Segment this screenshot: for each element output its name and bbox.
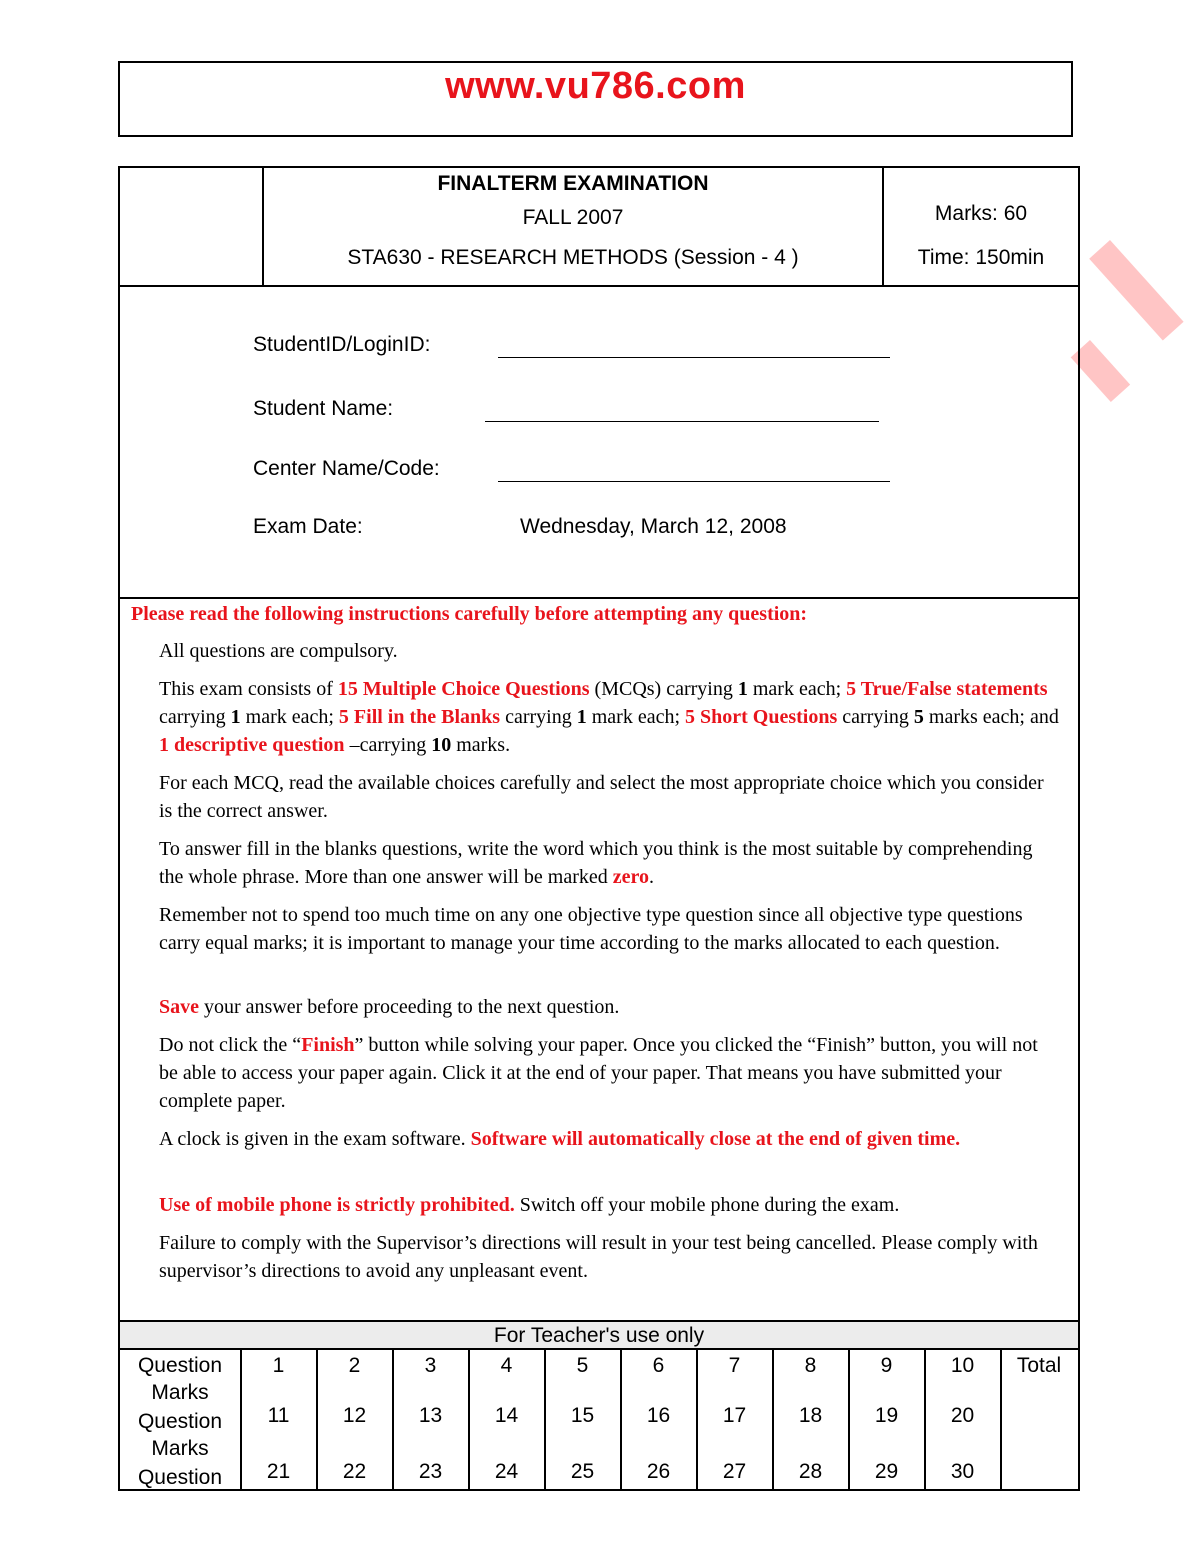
text: –carrying xyxy=(344,734,432,756)
text: To answer fill in the blanks questions, write the word which you think is the most suitable by comprehending the whole phrase. More than one answer will be marked xyxy=(159,838,1033,888)
text: carrying xyxy=(500,706,577,728)
question-number-cell: 11 xyxy=(267,1404,290,1427)
text: marks each; and xyxy=(923,706,1059,728)
exam-date-label: Exam Date: xyxy=(253,515,363,538)
highlight: Use of mobile phone is strictly prohibited. xyxy=(159,1194,515,1216)
number: 1 xyxy=(576,706,587,728)
instruction-item xyxy=(159,1031,1059,1115)
question-number-cell: 10 xyxy=(950,1354,975,1377)
highlight: 15 Multiple Choice Questions xyxy=(337,678,590,700)
question-number-cell: 1 xyxy=(272,1354,285,1377)
question-number-cell: 3 xyxy=(424,1354,437,1377)
highlight: 1 descriptive question xyxy=(159,734,345,756)
row-label: Question xyxy=(137,1410,223,1433)
teacher-table-caption: For Teacher's use only xyxy=(120,1322,1078,1350)
exam-cover-sheet xyxy=(118,166,1080,1491)
question-number-cell: 25 xyxy=(570,1460,595,1483)
row-label: Question xyxy=(137,1354,223,1377)
center-field[interactable] xyxy=(498,481,890,482)
instruction-item xyxy=(159,1125,1059,1153)
row-label: Marks xyxy=(151,1437,209,1460)
student-name-field[interactable] xyxy=(485,421,879,422)
text: carrying xyxy=(159,706,231,728)
question-number-cell: 13 xyxy=(418,1404,443,1427)
highlight: 5 True/False statements xyxy=(846,678,1048,700)
instruction-item: Failure to comply with the Supervisor’s directions will result in your test being cancelled. Please comply with supervisor’s directions to avoid any unpleasant event. xyxy=(159,1232,1038,1282)
text: . xyxy=(649,866,655,888)
question-number-cell: 16 xyxy=(646,1404,671,1427)
number: 10 xyxy=(431,734,452,756)
question-number-cell: 24 xyxy=(494,1460,519,1483)
highlight: 5 Fill in the Blanks xyxy=(338,706,501,728)
instruction-item xyxy=(159,675,1059,759)
text: This exam consists of xyxy=(159,678,338,700)
center-label: Center Name/Code: xyxy=(253,457,440,480)
marks-cell xyxy=(884,168,1078,285)
course-name: STA630 - RESEARCH METHODS (Session - 4 ) xyxy=(347,246,799,269)
question-number-cell: 15 xyxy=(570,1404,595,1427)
question-number-cell: 26 xyxy=(646,1460,671,1483)
question-number-cell: 4 xyxy=(500,1354,513,1377)
instruction-item: For each MCQ, read the available choices carefully and select the most appropriate choice which you consider is the correct answer. xyxy=(159,772,1044,822)
logo-cell xyxy=(120,168,264,285)
exam-header xyxy=(120,168,1078,287)
text: mark each; xyxy=(240,706,339,728)
text: A clock is given in the exam software. xyxy=(159,1128,471,1150)
number: 5 xyxy=(913,706,924,728)
question-number-cell: 9 xyxy=(880,1354,893,1377)
time-limit: Time: 150min xyxy=(917,246,1045,269)
question-number-cell: 5 xyxy=(576,1354,589,1377)
question-number-cell: 8 xyxy=(804,1354,817,1377)
question-number-cell: 30 xyxy=(950,1460,975,1483)
student-name-label: Student Name: xyxy=(253,397,394,420)
exam-title: FINALTERM EXAMINATION xyxy=(437,172,709,195)
row-label: Question xyxy=(137,1466,223,1489)
text: Do not click the “ xyxy=(159,1034,302,1056)
highlight: Finish xyxy=(301,1034,355,1056)
student-id-field[interactable] xyxy=(498,357,890,358)
question-number-cell: 29 xyxy=(874,1460,899,1483)
highlight: zero xyxy=(612,866,650,888)
question-number-cell: 18 xyxy=(798,1404,823,1427)
title-cell xyxy=(264,168,884,285)
instruction-item: Remember not to spend too much time on any one objective type question since all objective type questions carry equal marks; it is important to manage your time according to the marks allocated to each question. xyxy=(159,904,1023,954)
question-number-cell: 27 xyxy=(722,1460,747,1483)
text: carrying xyxy=(837,706,914,728)
instructions xyxy=(120,599,1078,1319)
teacher-table xyxy=(120,1320,1078,1491)
total-marks: Marks: 60 xyxy=(934,202,1028,225)
instruction-item xyxy=(159,993,1059,1021)
highlight: 5 Short Questions xyxy=(685,706,838,728)
question-number-cell: 6 xyxy=(652,1354,665,1377)
question-number-cell: 20 xyxy=(950,1404,975,1427)
student-id-label: StudentID/LoginID: xyxy=(253,333,431,356)
question-number-cell: 19 xyxy=(874,1404,899,1427)
row-label: Marks xyxy=(151,1381,209,1404)
highlight: Save xyxy=(159,996,199,1018)
number: 1 xyxy=(230,706,241,728)
question-number-cell: 7 xyxy=(728,1354,741,1377)
text: Switch off your mobile phone during the exam. xyxy=(514,1194,900,1216)
instruction-item xyxy=(159,835,1059,891)
text: mark each; xyxy=(586,706,685,728)
watermark-stripe xyxy=(1089,240,1183,340)
instructions-heading: Please read the following instructions carefully before attempting any question: xyxy=(131,603,808,625)
number: 1 xyxy=(737,678,748,700)
text: (MCQs) carrying xyxy=(589,678,738,700)
text: your answer before proceeding to the next question. xyxy=(199,996,620,1018)
site-url[interactable]: www.vu786.com xyxy=(445,65,746,107)
total-label: Total xyxy=(1016,1354,1062,1377)
question-number-cell: 17 xyxy=(722,1404,747,1427)
exam-date-value: Wednesday, March 12, 2008 xyxy=(520,515,787,538)
question-number-cell: 21 xyxy=(266,1460,291,1483)
question-number-cell: 22 xyxy=(342,1460,367,1483)
question-number-cell: 14 xyxy=(494,1404,519,1427)
highlight: Software will automatically close at the end of given time. xyxy=(470,1128,961,1150)
instruction-item xyxy=(159,1191,1059,1219)
instruction-item: All questions are compulsory. xyxy=(159,640,398,662)
question-number-cell: 2 xyxy=(348,1354,361,1377)
question-number-cell: 12 xyxy=(342,1404,367,1427)
site-banner xyxy=(118,61,1073,137)
text: mark each; xyxy=(747,678,847,700)
question-number-cell: 23 xyxy=(418,1460,443,1483)
exam-term: FALL 2007 xyxy=(522,206,624,229)
question-number-cell: 28 xyxy=(798,1460,823,1483)
text: ” button while solving your paper. Once you clicked the “Finish” button, you will not be able to access your paper again. Click it at the end of your paper. That means you have submitted your complete paper. xyxy=(159,1034,1038,1112)
student-info xyxy=(120,287,1078,599)
text: marks. xyxy=(451,734,511,756)
